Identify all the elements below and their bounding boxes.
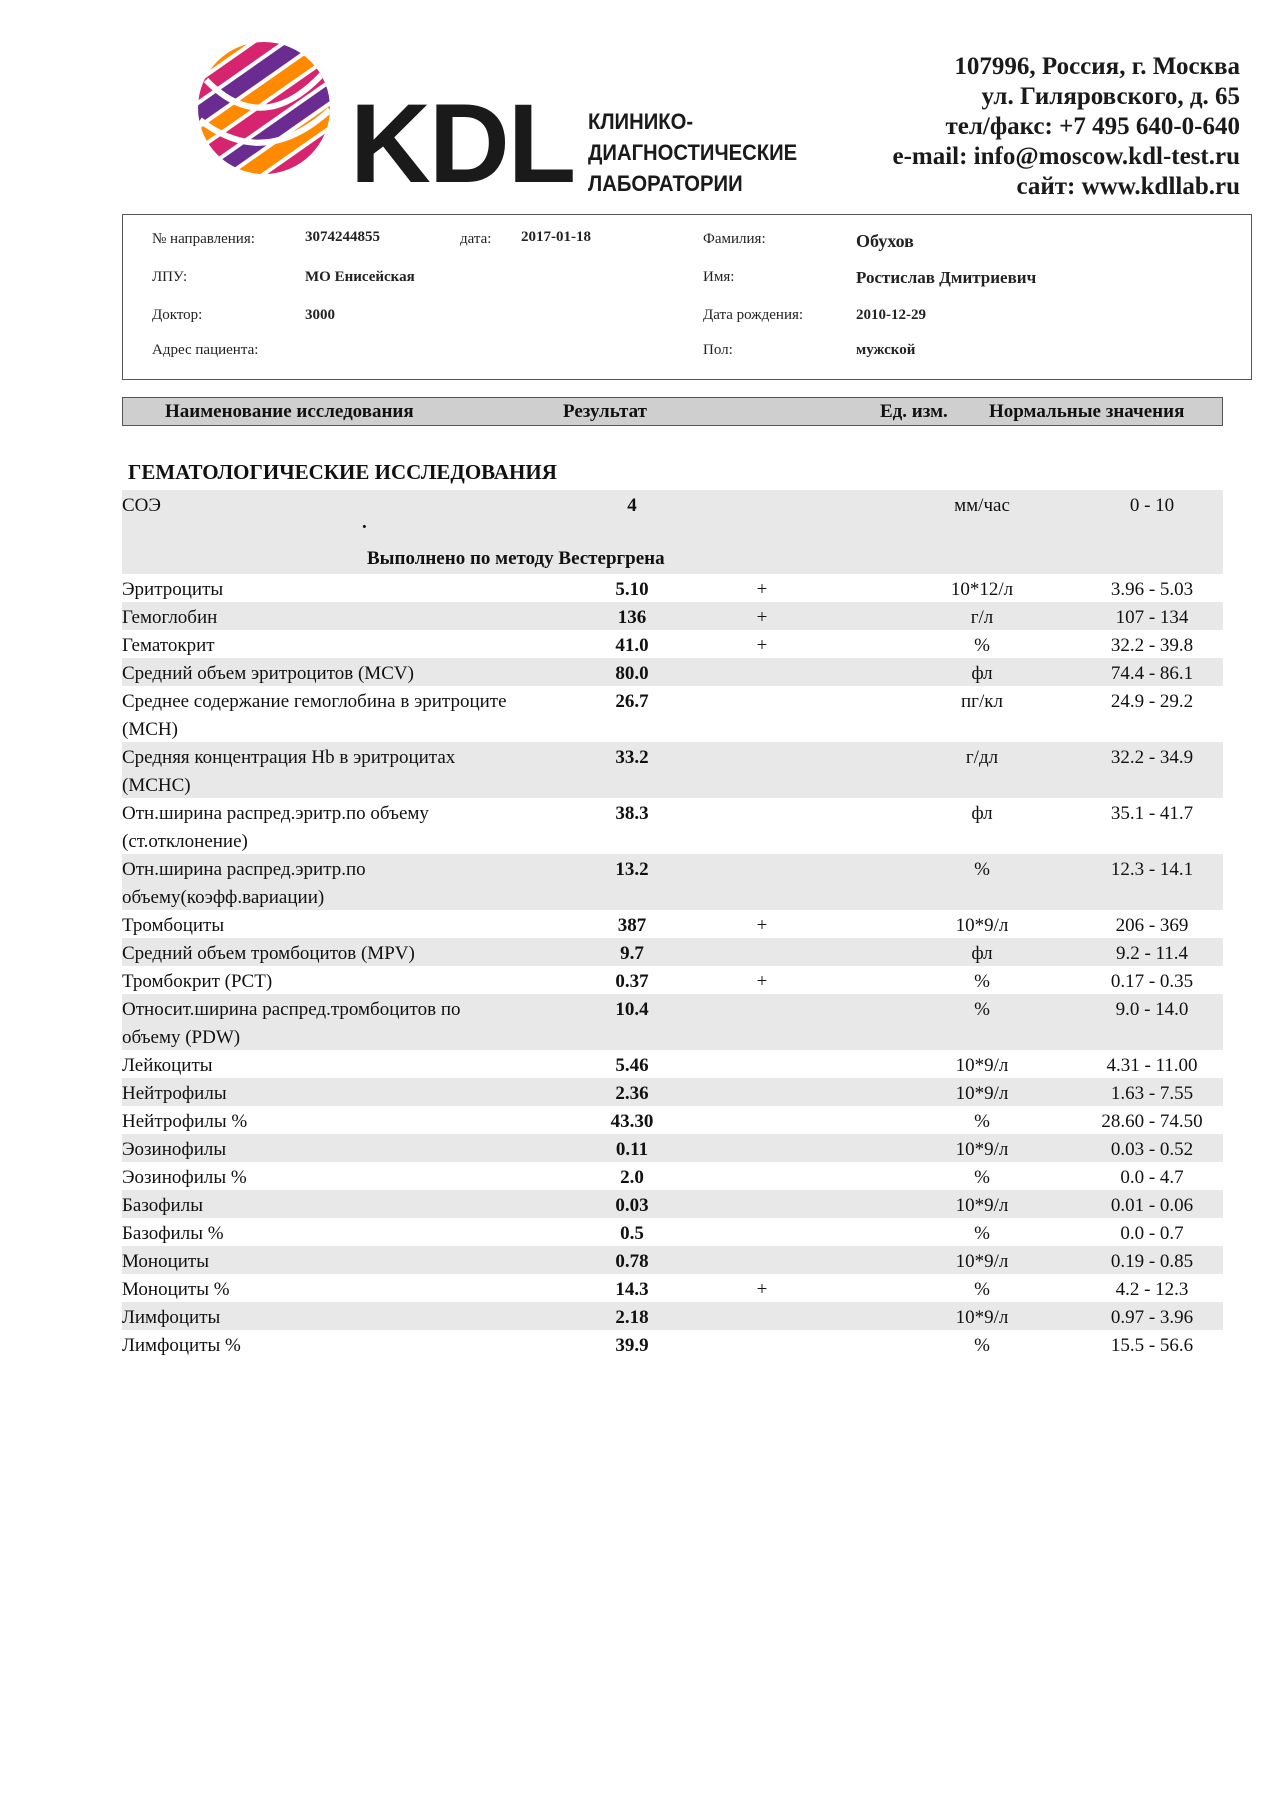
date-value: 2017-01-18 [521, 229, 591, 245]
table-row [122, 490, 1223, 574]
test-unit: % [974, 1335, 990, 1356]
test-result: 39.9 [615, 1335, 649, 1356]
test-unit: % [974, 635, 990, 656]
test-result: 14.3 [615, 1279, 649, 1300]
reference-range: 32.2 - 39.8 [1110, 635, 1194, 656]
reference-range: 74.4 - 86.1 [1110, 663, 1194, 684]
doctor-value: 3000 [305, 307, 335, 323]
test-name: Отн.ширина распред.эритр.по объему(коэфф.вариации) [122, 859, 366, 908]
test-unit: % [974, 1167, 990, 1188]
test-result: 0.37 [615, 971, 649, 992]
test-result: 33.2 [615, 747, 649, 768]
reference-range: 0 - 10 [1129, 495, 1175, 516]
test-result: 38.3 [615, 803, 649, 824]
test-unit: % [974, 971, 990, 992]
test-name: Базофилы % [122, 1223, 224, 1244]
address-line: ул. Гиляровского, д. 65 [981, 83, 1240, 110]
table-row [122, 1218, 1223, 1246]
test-result: 387 [617, 915, 647, 936]
table-row [122, 574, 1223, 602]
reference-range: 0.17 - 0.35 [1110, 971, 1194, 992]
test-name: Отн.ширина распред.эритр.по объему (ст.отклонение) [122, 803, 429, 852]
reference-range: 24.9 - 29.2 [1110, 691, 1194, 712]
test-result: 4 [627, 495, 637, 516]
table-row [122, 630, 1223, 658]
test-name: Нейтрофилы [122, 1083, 227, 1104]
test-unit: 10*9/л [955, 1195, 1009, 1216]
reference-range: 15.5 - 56.6 [1110, 1335, 1194, 1356]
results-table [122, 490, 1223, 1358]
table-row [122, 686, 1223, 742]
test-unit: 10*9/л [955, 1307, 1009, 1328]
test-result: 0.78 [615, 1251, 649, 1272]
table-row [122, 966, 1223, 994]
reference-range: 12.3 - 14.1 [1110, 859, 1194, 880]
test-unit: 10*9/л [955, 1251, 1009, 1272]
test-unit: 10*9/л [955, 1083, 1009, 1104]
reference-range: 1.63 - 7.55 [1110, 1083, 1194, 1104]
table-row [122, 1050, 1223, 1078]
out-of-range-flag: + [756, 915, 768, 936]
test-result: 80.0 [615, 663, 649, 684]
sex-value: мужской [856, 342, 916, 358]
test-result: 5.46 [615, 1055, 649, 1076]
reference-range: 3.96 - 5.03 [1110, 579, 1194, 600]
column-header-name: Наименование исследования [165, 401, 414, 422]
out-of-range-flag: + [756, 635, 768, 656]
out-of-range-flag: + [756, 1279, 768, 1300]
test-unit: г/дл [965, 747, 999, 768]
sex-label: Пол: [703, 342, 733, 358]
lpu-value: МО Енисейская [305, 269, 415, 285]
logo-subtitle [588, 106, 797, 199]
test-unit: мм/час [954, 495, 1010, 516]
test-unit: % [974, 859, 990, 880]
test-result: 2.18 [615, 1307, 649, 1328]
reference-range: 9.0 - 14.0 [1115, 999, 1189, 1020]
lab-address-block [892, 52, 1240, 202]
test-name: Эозинофилы % [122, 1167, 247, 1188]
website-line: сайт: www.kdllab.ru [1016, 173, 1240, 200]
reference-range: 4.31 - 11.00 [1106, 1055, 1198, 1076]
table-row [122, 1274, 1223, 1302]
test-result: 9.7 [620, 943, 644, 964]
reference-range: 0.0 - 4.7 [1120, 1167, 1184, 1188]
address-line: 107996, Россия, г. Москва [954, 53, 1240, 80]
test-unit: % [974, 1279, 990, 1300]
test-result: 2.0 [620, 1167, 644, 1188]
table-row [122, 1078, 1223, 1106]
table-row [122, 1106, 1223, 1134]
birth-date-value: 2010-12-29 [856, 307, 926, 323]
reference-range: 107 - 134 [1115, 607, 1189, 628]
table-row [122, 1134, 1223, 1162]
table-row [122, 1162, 1223, 1190]
table-row [122, 658, 1223, 686]
test-name: Моноциты % [122, 1279, 230, 1300]
birth-date-label: Дата рождения: [703, 307, 804, 323]
test-unit: 10*9/л [955, 915, 1009, 936]
test-result: 13.2 [615, 859, 649, 880]
table-row [122, 602, 1223, 630]
logo-wordmark: KDL [350, 81, 575, 206]
table-row [122, 910, 1223, 938]
reference-range: 206 - 369 [1115, 915, 1189, 936]
test-name: Среднее содержание гемоглобина в эритроците (MCH) [122, 691, 507, 740]
first-name-value: Ростислав Дмитриевич [856, 268, 1037, 287]
test-name: Гемоглобин [122, 607, 218, 628]
test-result: 41.0 [615, 635, 649, 656]
test-name: Нейтрофилы % [122, 1111, 248, 1132]
table-row [122, 1246, 1223, 1274]
test-name: Тромбоциты [122, 915, 225, 936]
test-unit: фл [971, 943, 993, 964]
email-line: e-mail: info@moscow.kdl-test.ru [892, 143, 1240, 170]
test-unit: % [974, 1223, 990, 1244]
table-row [122, 854, 1223, 910]
reference-range: 0.01 - 0.06 [1110, 1195, 1194, 1216]
first-name-label: Имя: [703, 269, 735, 285]
test-result: 136 [617, 607, 647, 628]
referral-value: 3074244855 [305, 229, 380, 245]
section-title: ГЕМАТОЛОГИЧЕСКИЕ ИССЛЕДОВАНИЯ [128, 460, 557, 484]
out-of-range-flag: + [756, 607, 768, 628]
test-result: 26.7 [615, 691, 649, 712]
test-name: Лимфоциты % [122, 1335, 241, 1356]
table-row [122, 1190, 1223, 1218]
lpu-label: ЛПУ: [152, 269, 188, 285]
table-row [122, 798, 1223, 854]
out-of-range-flag: + [756, 971, 768, 992]
patient-address-label: Адрес пациента: [152, 342, 259, 358]
out-of-range-flag: + [756, 579, 768, 600]
surname-value: Обухов [856, 231, 914, 251]
logo-subtitle-line: КЛИНИКО- [588, 109, 694, 134]
test-name: Гематокрит [122, 635, 215, 656]
reference-range: 0.19 - 0.85 [1110, 1251, 1194, 1272]
column-header-unit: Ед. изм. [880, 401, 948, 422]
test-unit: фл [971, 803, 993, 824]
phone-line: тел/факс: +7 495 640-0-640 [945, 113, 1240, 140]
test-unit: 10*9/л [955, 1139, 1009, 1160]
reference-range: 35.1 - 41.7 [1110, 803, 1194, 824]
test-name: Лимфоциты [122, 1307, 221, 1328]
test-name: Относит.ширина распред.тромбоцитов по объему (PDW) [122, 999, 461, 1048]
table-row [122, 1302, 1223, 1330]
table-row [122, 1330, 1223, 1358]
reference-range: 0.03 - 0.52 [1110, 1139, 1194, 1160]
test-result: 2.36 [615, 1083, 649, 1104]
logo-subtitle-line: ЛАБОРАТОРИИ [588, 171, 743, 196]
reference-range: 4.2 - 12.3 [1115, 1279, 1189, 1300]
column-header-result: Результат [563, 401, 647, 422]
test-name: Тромбокрит (PCT) [122, 971, 273, 992]
surname-label: Фамилия: [703, 231, 766, 247]
test-unit: 10*9/л [955, 1055, 1009, 1076]
test-result: 43.30 [610, 1111, 654, 1132]
method-note: Выполнено по методу Вестергрена [367, 548, 665, 569]
test-name: Моноциты [122, 1251, 209, 1272]
column-header-range: Нормальные значения [989, 401, 1185, 422]
test-name: Средний объем эритроцитов (MCV) [122, 663, 414, 684]
table-row [122, 742, 1223, 798]
results-table-header [122, 397, 1223, 426]
logo-subtitle-line: ДИАГНОСТИЧЕСКИЕ [588, 140, 798, 165]
test-result: 0.11 [615, 1139, 649, 1160]
test-name: Средний объем тромбоцитов (MPV) [122, 943, 415, 964]
test-name: СОЭ [122, 495, 161, 516]
test-result: 0.03 [615, 1195, 649, 1216]
test-name: Базофилы [122, 1195, 203, 1216]
test-unit: 10*12/л [950, 579, 1014, 600]
test-unit: % [974, 999, 990, 1020]
kdl-logo-sphere-icon [196, 40, 332, 176]
reference-range: 0.0 - 0.7 [1120, 1223, 1184, 1244]
note-marker: . [362, 512, 367, 533]
test-unit: пг/кл [961, 691, 1003, 712]
doctor-label: Доктор: [152, 307, 203, 323]
reference-range: 9.2 - 11.4 [1115, 943, 1189, 964]
table-row [122, 994, 1223, 1050]
test-name: Эритроциты [122, 579, 224, 600]
reference-range: 32.2 - 34.9 [1110, 747, 1194, 768]
table-row [122, 938, 1223, 966]
test-unit: % [974, 1111, 990, 1132]
patient-info-box [122, 214, 1252, 380]
referral-label: № направления: [152, 231, 255, 247]
test-unit: г/л [970, 607, 994, 628]
test-result: 10.4 [615, 999, 649, 1020]
test-result: 5.10 [615, 579, 649, 600]
reference-range: 0.97 - 3.96 [1110, 1307, 1194, 1328]
test-name: Средняя концентрация Hb в эритроцитах (MCHC) [122, 747, 456, 796]
test-result: 0.5 [620, 1223, 644, 1244]
test-name: Эозинофилы [122, 1139, 227, 1160]
reference-range: 28.60 - 74.50 [1101, 1111, 1203, 1132]
test-name: Лейкоциты [122, 1055, 213, 1076]
test-unit: фл [971, 663, 993, 684]
date-label: дата: [460, 231, 492, 247]
